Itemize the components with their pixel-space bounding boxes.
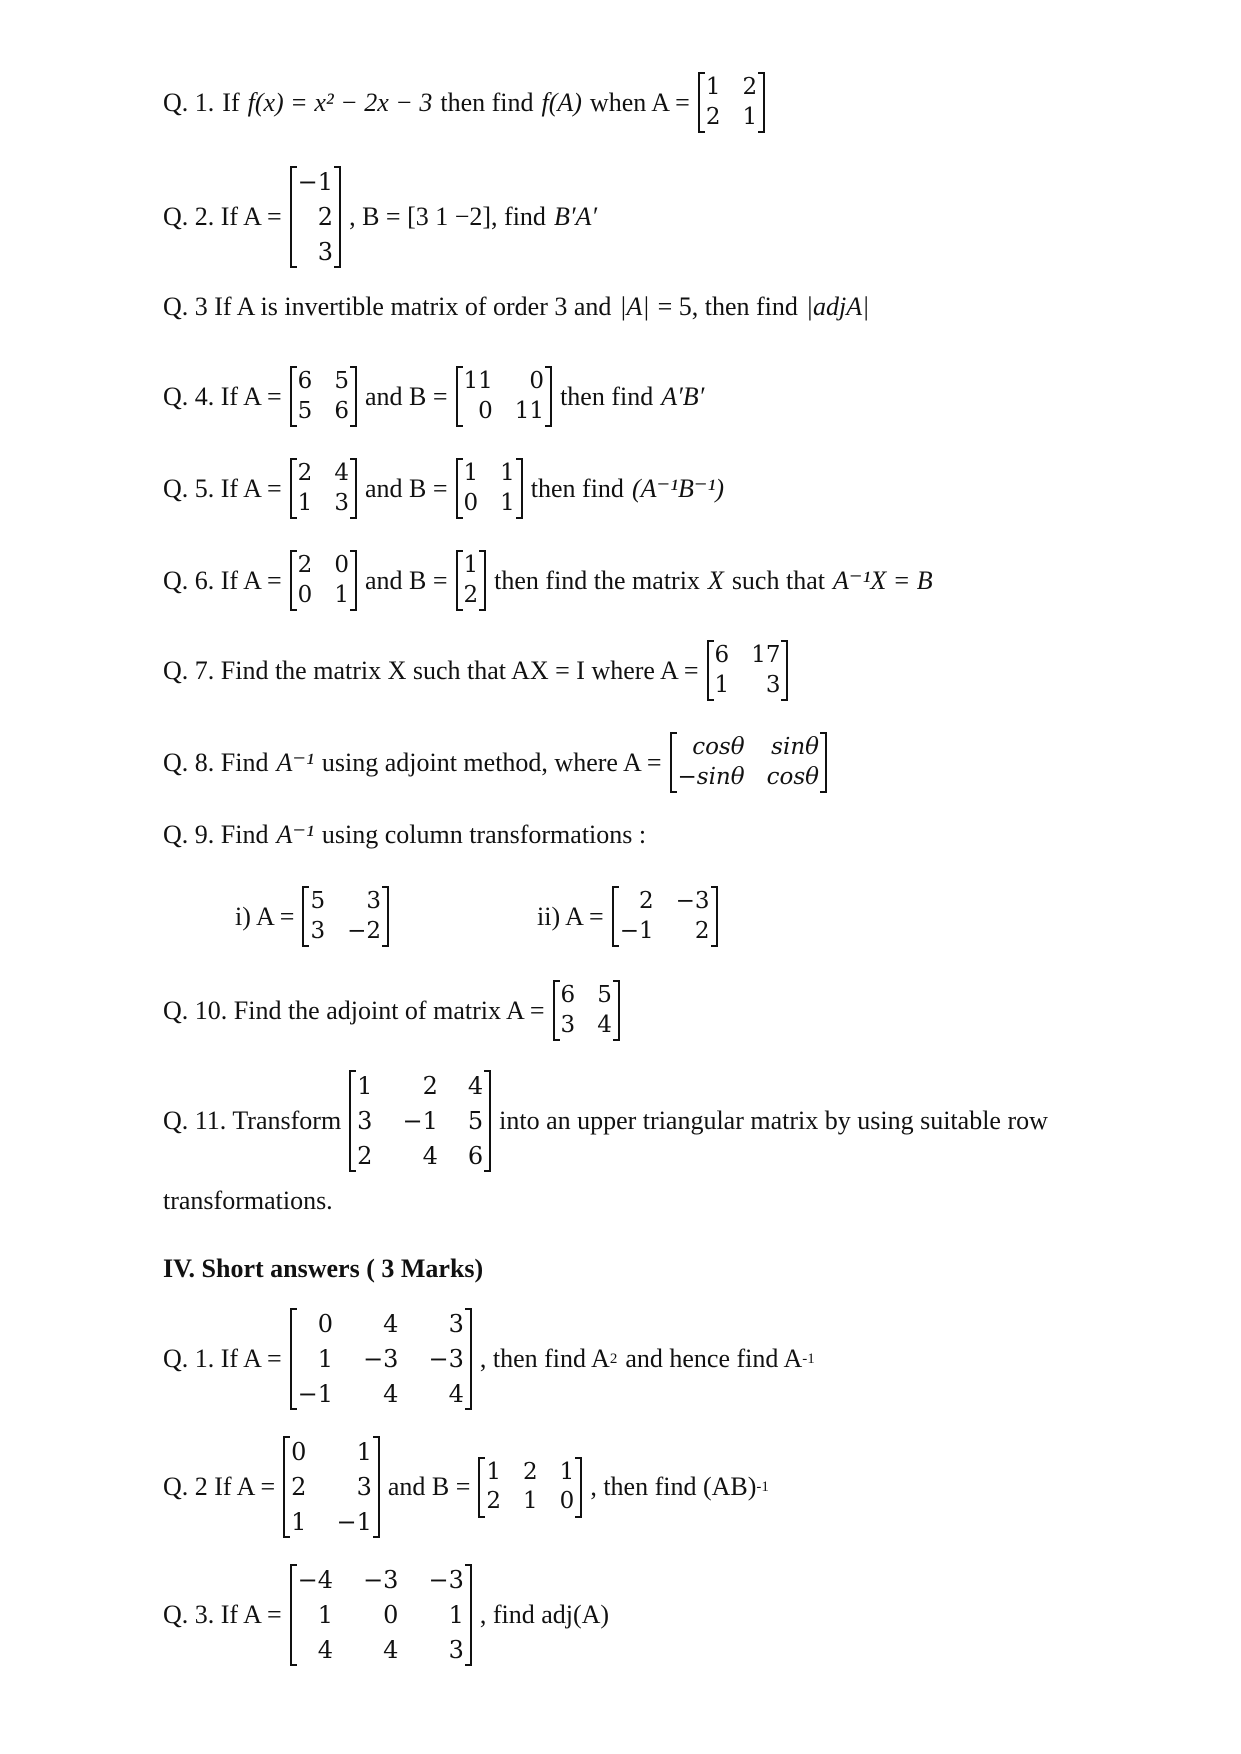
q8-matrix-a (670, 734, 827, 791)
matrix-cell: 2 (694, 917, 710, 944)
matrix-cell: 3 (560, 1011, 576, 1038)
q9-ii-matrix (612, 888, 718, 945)
matrix-cell: 1 (463, 460, 479, 486)
matrix-cell: 2 (422, 1072, 438, 1100)
matrix-cell: 0 (291, 1438, 307, 1466)
q2-matrix-a (290, 168, 341, 266)
question-7 (163, 642, 796, 699)
matrix-cell: 11 (514, 397, 545, 424)
matrix-cell: 1 (714, 671, 730, 698)
matrix-cell: 0 (559, 1488, 575, 1515)
s2-and: and B = (387, 1472, 471, 1502)
q6-and: and B = (364, 565, 448, 595)
matrix-cell: 1 (500, 460, 515, 486)
matrix-cell: 2 (638, 888, 654, 914)
q10-label: Q. 10. Find the adjoint of matrix A = (163, 995, 545, 1025)
matrix-cell: 2 (705, 103, 721, 130)
matrix-cell: 0 (463, 489, 479, 516)
matrix-cell: 1 (500, 489, 515, 516)
s1-matrix (290, 1310, 472, 1408)
matrix-cell: 3 (765, 671, 781, 698)
matrix-cell: 4 (383, 1310, 399, 1338)
matrix-cell: −1 (336, 1507, 372, 1536)
q3-adj: |adjA| (805, 292, 870, 321)
matrix-cell: 3 (448, 1310, 464, 1338)
matrix-cell: −3 (363, 1566, 399, 1594)
matrix-cell: 17 (751, 642, 781, 668)
q1-eq: = (291, 87, 307, 117)
q6-x: X (707, 565, 724, 595)
question-10 (163, 982, 628, 1039)
matrix-cell: 3 (334, 489, 349, 516)
q6-expr: A⁻¹X = B (832, 565, 933, 595)
matrix-cell: 0 (529, 368, 545, 394)
matrix-cell: 11 (463, 368, 493, 394)
matrix-cell: 4 (448, 1379, 464, 1408)
q6-such: such that (731, 565, 825, 595)
q10-matrix-a (553, 982, 620, 1039)
s2-matrix-b (478, 1459, 582, 1516)
matrix-cell: 0 (383, 1600, 399, 1629)
q9-label: Q. 9. Find (163, 820, 269, 849)
matrix-cell: 1 (559, 1458, 575, 1485)
question-8 (163, 734, 835, 791)
q1-fA: f(A) (541, 87, 582, 117)
s3-matrix (290, 1566, 472, 1664)
matrix-cell: 4 (422, 1141, 438, 1170)
matrix-cell: 2 (317, 202, 334, 231)
matrix-cell: 1 (291, 1507, 307, 1536)
q4-matrix-b (456, 368, 553, 425)
q5-label: Q. 5. If A = (163, 473, 282, 503)
q5-expr: (A⁻¹B⁻¹) (631, 473, 725, 503)
q5-matrix-b (456, 460, 523, 517)
matrix-cell: 3 (317, 237, 334, 266)
question-4 (163, 368, 704, 425)
question-2 (163, 168, 597, 266)
matrix-cell: 0 (297, 581, 313, 608)
matrix-cell: 1 (523, 1488, 538, 1515)
matrix-cell: 1 (334, 581, 349, 608)
matrix-cell: 2 (357, 1141, 373, 1170)
q11-tail: into an upper triangular matrix by using suitable row (499, 1106, 1048, 1136)
matrix-cell: 1 (356, 1438, 372, 1466)
matrix-cell: 6 (297, 368, 313, 394)
question-9 (163, 820, 646, 850)
matrix-cell: cosθ (692, 734, 745, 760)
short-question-3 (163, 1566, 609, 1664)
q7-label: Q. 7. Find the matrix X such that AX = I where A = (163, 655, 699, 685)
q11-continuation: transformations. (163, 1186, 333, 1215)
q4-expr: A′B′ (661, 381, 705, 411)
matrix-cell: 3 (310, 917, 326, 944)
matrix-cell: 2 (486, 1488, 502, 1515)
matrix-cell: 4 (383, 1635, 399, 1664)
q11-label: Q. 11. Transform (163, 1106, 342, 1136)
matrix-cell: 6 (467, 1141, 484, 1170)
q4-label: Q. 4. If A = (163, 381, 282, 411)
s2-matrix-a (283, 1438, 380, 1536)
s3-tail: , find adj(A) (479, 1600, 610, 1630)
s1-label: Q. 1. If A = (163, 1344, 282, 1374)
matrix-cell: 4 (467, 1072, 484, 1100)
q6-label: Q. 6. If A = (163, 565, 282, 595)
matrix-cell: 1 (705, 74, 721, 100)
matrix-cell: 0 (478, 397, 493, 424)
q5-and: and B = (364, 473, 448, 503)
q3-detA: |A| (619, 292, 650, 321)
matrix-cell: 3 (448, 1635, 464, 1664)
s3-label: Q. 3. If A = (163, 1600, 282, 1630)
matrix-cell: 5 (297, 397, 313, 424)
q8-label: Q. 8. Find (163, 747, 269, 777)
matrix-cell: 1 (742, 103, 758, 130)
q7-matrix-a (707, 642, 789, 699)
s2-label: Q. 2 If A = (163, 1472, 276, 1502)
q11-matrix (349, 1072, 491, 1170)
matrix-cell: 4 (597, 1011, 612, 1038)
matrix-cell: 4 (383, 1379, 399, 1408)
matrix-cell: 2 (297, 460, 313, 486)
matrix-cell: 0 (317, 1310, 334, 1338)
matrix-cell: −1 (402, 1106, 438, 1135)
q8-mid: using adjoint method, where A = (321, 747, 662, 777)
matrix-cell: 1 (297, 489, 313, 516)
matrix-cell: −3 (363, 1344, 399, 1373)
matrix-cell: −2 (347, 917, 381, 944)
q2-label: Q. 2. If A = (163, 202, 282, 232)
question-6 (163, 552, 933, 609)
question-11 (163, 1072, 1048, 1170)
short-question-1: Q. 1. If A = 0 4 3 1 −3 −3 −1 4 4 , then find A 2 and hence find A -1 (163, 1310, 815, 1408)
q1-fx: f(x) (247, 87, 284, 117)
q4-matrix-a (290, 368, 357, 425)
matrix-cell: 5 (334, 368, 349, 394)
matrix-cell: 2 (297, 552, 313, 578)
matrix-cell: 3 (357, 1106, 373, 1135)
q6-matrix-a (290, 552, 357, 609)
matrix-cell: 2 (291, 1472, 307, 1501)
q9-i-label: i) A = (235, 901, 295, 931)
matrix-cell: −1 (297, 168, 334, 196)
matrix-cell: 5 (310, 888, 326, 914)
matrix-cell: −1 (297, 1379, 334, 1408)
q9-inv: A⁻¹ (276, 820, 314, 849)
matrix-cell: 4 (317, 1635, 334, 1664)
s2-tail: , then find (AB) (590, 1472, 757, 1502)
q9-i-matrix (302, 888, 389, 945)
matrix-cell: sinθ (771, 734, 819, 760)
q2-mid: , B = [3 1 −2], find (349, 202, 546, 232)
q1-poly: x² − 2x − 3 (314, 87, 433, 117)
matrix-cell: −sinθ (677, 763, 745, 790)
matrix-cell: −3 (428, 1344, 464, 1373)
q5-tail: then find (530, 473, 624, 503)
matrix-cell: 1 (317, 1344, 334, 1373)
matrix-cell: 5 (467, 1106, 484, 1135)
matrix-cell: 1 (486, 1458, 502, 1485)
question-9-part-ii (537, 888, 726, 945)
q1-pre: If (222, 87, 240, 117)
short-question-2: Q. 2 If A = 0 1 2 3 1 −1 and B = 1 2 1 2 1 0 , then find (AB) -1 (163, 1438, 769, 1536)
q1-when: when A = (589, 87, 690, 117)
section-title: IV. Short answers ( 3 Marks) (163, 1254, 484, 1283)
q3-mid: = 5, then find (657, 292, 798, 321)
q1-mid: then find (440, 87, 534, 117)
matrix-cell: 0 (334, 552, 349, 578)
question-5 (163, 460, 724, 517)
matrix-cell: 1 (448, 1600, 464, 1629)
question-1 (163, 74, 773, 131)
matrix-cell: 3 (356, 1472, 372, 1501)
matrix-cell: 3 (366, 888, 381, 914)
q2-expr: B′A′ (553, 202, 598, 232)
matrix-cell: 1 (463, 552, 479, 578)
matrix-cell: 2 (463, 581, 479, 608)
matrix-cell: 2 (523, 1458, 538, 1485)
q6-tail: then find the matrix (494, 565, 700, 595)
question-3 (163, 292, 869, 322)
matrix-cell: 2 (742, 74, 758, 100)
matrix-cell: 1 (357, 1072, 373, 1100)
q3-text: Q. 3 If A is invertible matrix of order 3 and (163, 292, 612, 321)
matrix-cell: 6 (714, 642, 730, 668)
matrix-cell: 5 (597, 982, 612, 1008)
matrix-cell: −3 (675, 888, 710, 914)
q4-and: and B = (364, 381, 448, 411)
q9-ii-label: ii) A = (537, 901, 604, 931)
q4-tail: then find (560, 381, 654, 411)
s1-tail: , then find A (479, 1344, 610, 1374)
matrix-cell: cosθ (766, 763, 819, 790)
matrix-cell: −4 (297, 1566, 334, 1594)
q5-matrix-a (290, 460, 357, 517)
matrix-cell: −3 (428, 1566, 464, 1594)
matrix-cell: 6 (560, 982, 576, 1008)
q1-matrix-a (698, 74, 765, 131)
matrix-cell: 1 (317, 1600, 334, 1629)
s1-tail2: and hence find A (625, 1344, 803, 1374)
q1-label: Q. 1. (163, 87, 215, 117)
q8-inv: A⁻¹ (276, 747, 314, 777)
matrix-cell: 4 (334, 460, 349, 486)
matrix-cell: −1 (619, 917, 654, 944)
q9-mid: using column transformations : (321, 820, 647, 849)
q6-matrix-b (456, 552, 487, 609)
question-9-part-i (235, 888, 397, 945)
matrix-cell: 6 (334, 397, 349, 424)
